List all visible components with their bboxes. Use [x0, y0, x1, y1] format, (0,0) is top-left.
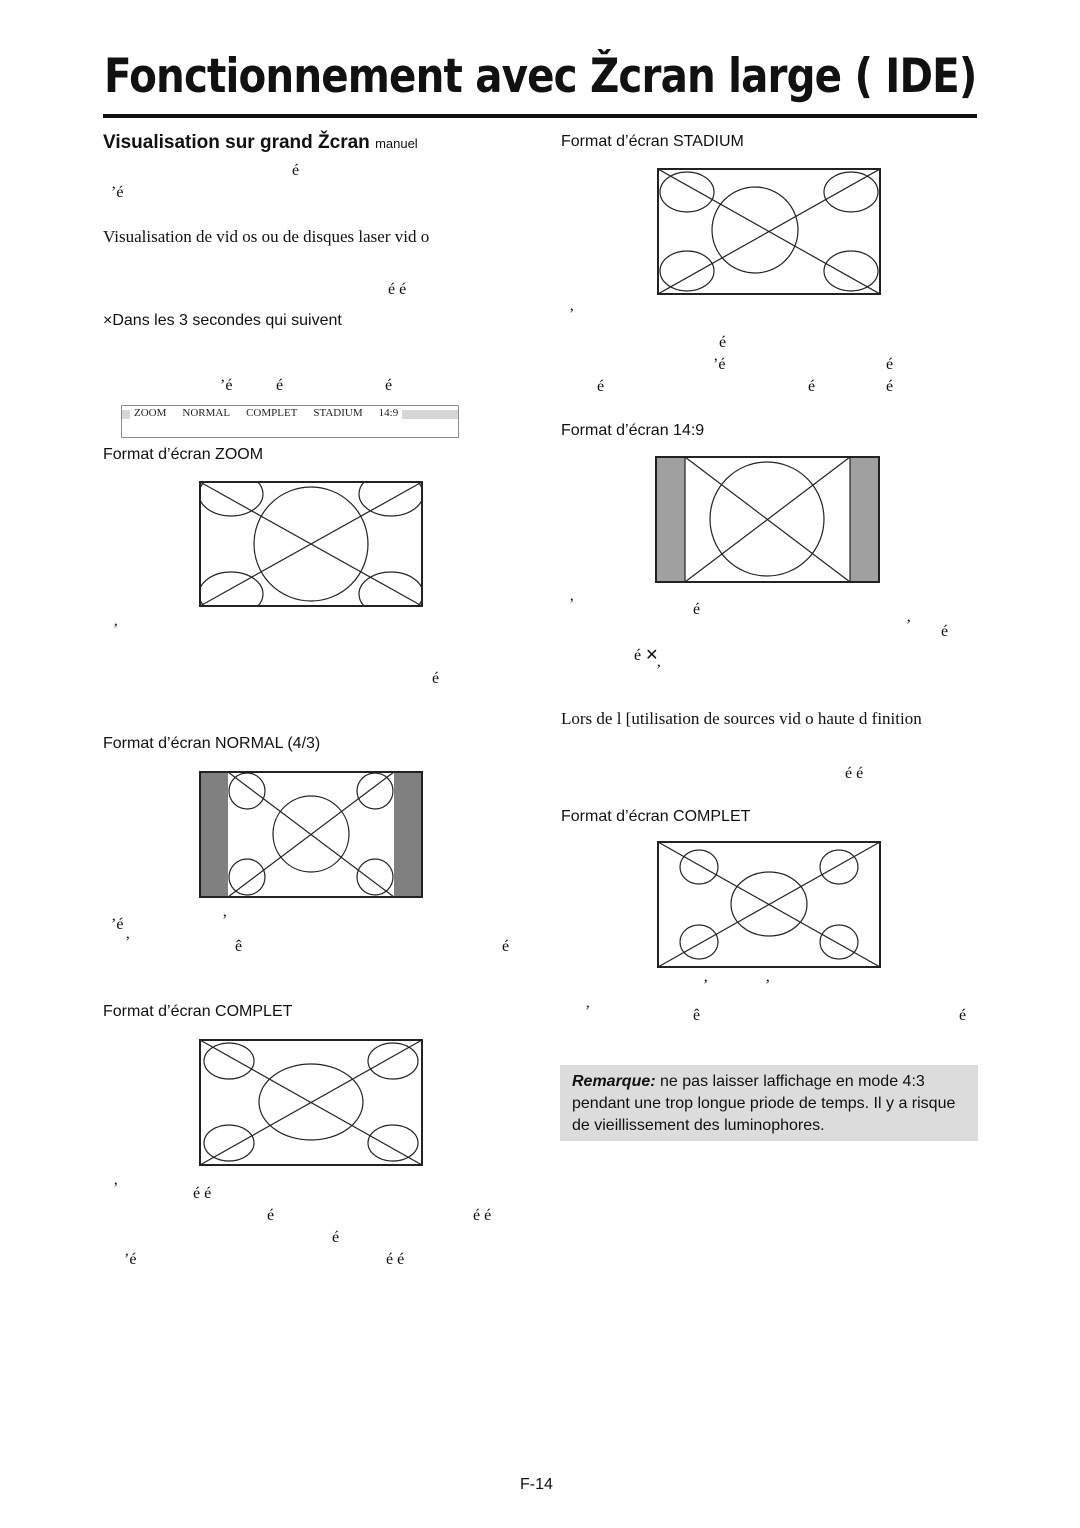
- text-fragment: ’é: [124, 1251, 137, 1268]
- title-rule: [103, 114, 977, 118]
- text-fragment: ’é: [713, 356, 726, 373]
- text-fragment: ’: [113, 621, 119, 638]
- page-title: Fonctionnement avec Žcran large ( IDE): [104, 49, 977, 104]
- text-fragment: é: [719, 334, 727, 351]
- paragraph-hd: Lors de l [utilisation de sources vid o haute d finition: [561, 709, 922, 728]
- section-heading-text: Visualisation sur grand Žcran: [103, 132, 370, 153]
- text-fragment: ’: [569, 596, 575, 613]
- text-fragment: é: [886, 356, 894, 373]
- screen-mode-menu: [121, 405, 459, 438]
- menu-item-complet: COMPLET: [246, 407, 298, 419]
- section-heading: [103, 132, 418, 154]
- text-fragment: ’: [125, 934, 131, 951]
- text-fragment: é: [597, 378, 605, 395]
- text-fragment: é: [432, 670, 440, 687]
- text-fragment: é: [385, 377, 393, 394]
- text-fragment: é é: [388, 281, 407, 298]
- menu-items: [130, 407, 402, 419]
- text-fragment: é é: [386, 1251, 405, 1268]
- text-fragment: ’: [703, 977, 709, 994]
- text-fragment: é: [693, 601, 701, 618]
- format-14-9-diagram: [655, 456, 880, 583]
- text-fragment: é é: [193, 1185, 212, 1202]
- normal-format-diagram: [199, 771, 423, 898]
- paragraph-video: Visualisation de vid os ou de disques laser vid o: [103, 227, 430, 246]
- text-fragment: ’: [569, 306, 575, 323]
- text-fragment: ’: [222, 912, 228, 929]
- menu-item-14-9: 14:9: [378, 407, 399, 419]
- text-fragment: ê: [693, 1007, 701, 1024]
- complet-format-diagram-right: [657, 841, 881, 968]
- text-fragment: é: [941, 623, 949, 640]
- page-number: F-14: [520, 1476, 553, 1493]
- text-fragment: ’é: [111, 916, 124, 933]
- text-fragment: é: [808, 378, 816, 395]
- section-heading-small: manuel: [375, 136, 418, 151]
- menu-item-stadium: STADIUM: [313, 407, 363, 419]
- text-fragment: é é: [845, 765, 864, 782]
- stadium-format-diagram: [657, 168, 881, 295]
- text-fragment: ê: [235, 938, 243, 955]
- text-fragment: ’: [656, 662, 662, 679]
- label-complet-left: Format d’écran COMPLET: [103, 1003, 293, 1020]
- text-fragment: ’: [906, 617, 912, 634]
- text-fragment: é: [502, 938, 510, 955]
- label-stadium: Format d’écran STADIUM: [561, 133, 744, 150]
- text-fragment: ’é: [220, 377, 233, 394]
- text-fragment: é: [267, 1207, 275, 1224]
- text-fragment: é: [276, 377, 284, 394]
- step-3-seconds: ×Dans les 3 secondes qui suivent: [103, 312, 342, 329]
- text-fragment: ’: [585, 1003, 591, 1020]
- text-fragment: é é: [473, 1207, 492, 1224]
- text-fragment: é ✕: [634, 647, 659, 664]
- menu-item-zoom: ZOOM: [134, 407, 167, 419]
- text-fragment: é: [886, 378, 894, 395]
- label-complet-right: Format d’écran COMPLET: [561, 808, 751, 825]
- label-normal: Format d’écran NORMAL (4/3): [103, 735, 321, 752]
- text-fragment: ’: [765, 977, 771, 994]
- note-label: Remarque:: [572, 1073, 656, 1090]
- text-fragment: é: [959, 1007, 967, 1024]
- text-fragment: ’: [113, 1180, 119, 1197]
- zoom-format-diagram: [199, 481, 423, 607]
- menu-item-normal: NORMAL: [182, 407, 231, 419]
- note-text: ne pas laisser laffichage en mode 4:3 pendant une trop longue priode de temps. Il y a risque de vieillissement des luminophores.: [572, 1073, 956, 1134]
- complet-format-diagram-left: [199, 1039, 423, 1166]
- label-zoom: Format d’écran ZOOM: [103, 446, 264, 463]
- text-fragment: é: [292, 162, 300, 179]
- note-box: [560, 1065, 978, 1141]
- text-fragment: ’é: [111, 184, 124, 201]
- label-14-9: Format d’écran 14:9: [561, 422, 705, 439]
- text-fragment: é: [332, 1229, 340, 1246]
